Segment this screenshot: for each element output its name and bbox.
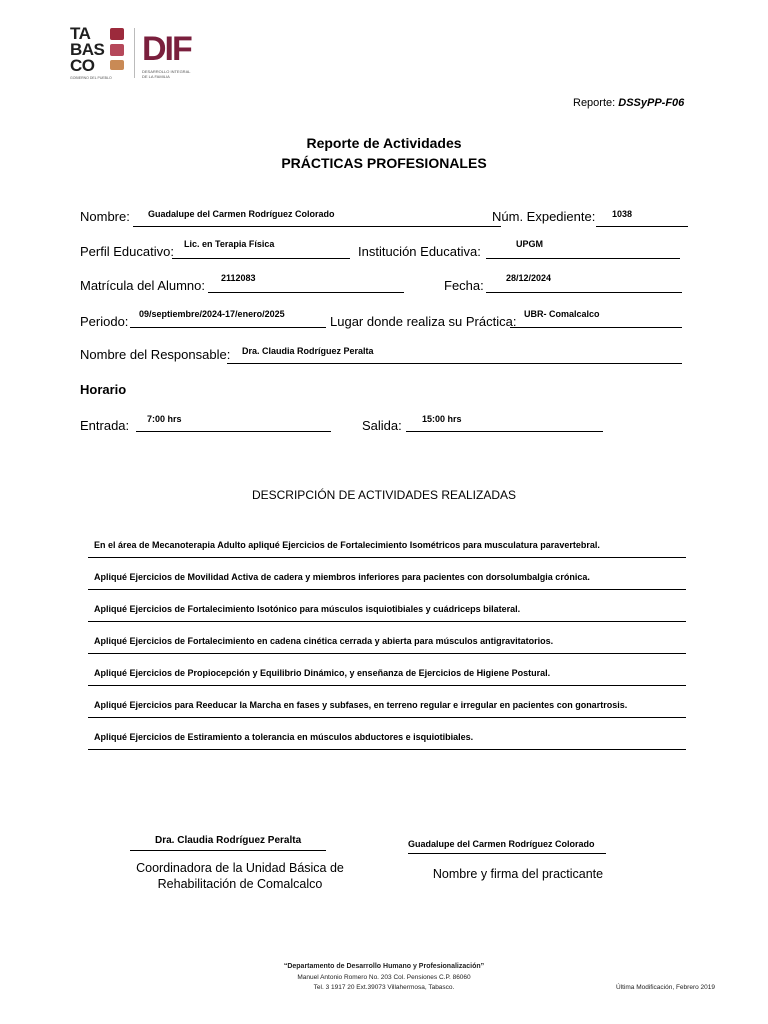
reporte-label: Reporte: [573,97,616,109]
institucion-value: UPGM [516,239,543,249]
responsable-line [227,363,682,364]
tabasco-logo-line1: TA [70,24,91,43]
matricula-line [208,292,404,293]
periodo-line [130,327,326,328]
practicante-firma-line [408,853,606,854]
institucion-line [486,258,680,259]
nombre-value: Guadalupe del Carmen Rodríguez Colorado [148,209,335,219]
lugar-value: UBR- Comalcalco [524,309,600,319]
coordinadora-cargo-line2: Rehabilitación de Comalcalco [157,877,323,891]
fecha-label: Fecha: [444,278,484,293]
logo-divider [134,28,135,78]
periodo-value: 09/septiembre/2024-17/enero/2025 [139,309,285,319]
actividad-item: Apliqué Ejercicios de Fortalecimiento en cadena cinética cerrada y abierta para músculos antigravitatorios. [88,632,686,654]
coordinadora-nombre: Dra. Claudia Rodríguez Peralta [155,835,302,846]
actividad-item: En el área de Mecanoterapia Adulto apliqué Ejercicios de Fortalecimiento Isométricos para musculatura paravertebral. [88,536,686,558]
salida-line [406,431,603,432]
practicante-nombre: Guadalupe del Carmen Rodríguez Colorado [408,839,595,849]
institucion-label: Institución Educativa: [358,244,481,259]
reporte-code [573,97,684,109]
coordinadora-firma-line [130,850,326,851]
tabasco-logo-line2: BAS [70,40,105,59]
footer-direccion: Manuel Antonio Romero No. 203 Col. Pensiones C.P. 86060 [297,974,471,981]
actividad-item: Apliqué Ejercicios de Propiocepción y Equilibrio Dinámico, y enseñanza de Ejercicios de Higiene Postural. [88,664,686,686]
entrada-value: 7:00 hrs [147,414,182,424]
lugar-line [510,327,682,328]
actividad-item: Apliqué Ejercicios de Fortalecimiento Isotónico para músculos isquiotibiales y cuádriceps bilateral. [88,600,686,622]
actividades-title: DESCRIPCIÓN DE ACTIVIDADES REALIZADAS [251,488,517,502]
responsable-label: Nombre del Responsable: [80,347,231,362]
entrada-label: Entrada: [80,418,130,433]
reporte-code-value: DSSyPP-F06 [618,97,685,109]
fecha-value: 28/12/2024 [506,273,552,283]
perfil-line [172,258,350,259]
responsable-value: Dra. Claudia Rodríguez Peralta [242,346,374,356]
dif-logo-text: DIF [142,30,191,68]
salida-label: Salida: [362,418,402,433]
expediente-value: 1038 [612,209,633,219]
fecha-line [486,292,682,293]
nombre-line [133,226,501,227]
matricula-label: Matrícula del Alumno: [80,278,206,293]
perfil-label: Perfil Educativo: [80,244,174,259]
dif-logo [142,30,202,78]
actividad-item: Apliqué Ejercicios para Reeducar la Marcha en fases y subfases, en terreno regular e irregular en pacientes con gonartrosis. [88,696,686,718]
footer-departamento: “Departamento de Desarrollo Humano y Profesionalización” [283,963,485,970]
coordinadora-cargo [110,860,370,892]
tabasco-logo [70,26,130,84]
coordinadora-cargo-line1: Coordinadora de la Unidad Básica de [136,861,344,875]
actividad-item: Apliqué Ejercicios de Movilidad Activa de cadera y miembros inferiores para pacientes con dorsolumbalgia crónica. [88,568,686,590]
matricula-value: 2112083 [221,273,256,283]
periodo-label: Periodo: [80,314,129,329]
practicante-cargo: Nombre y firma del practicante [432,867,604,881]
tabasco-logo-sub: GOBIERNO DEL PUEBLO [70,76,112,80]
actividad-item: Apliqué Ejercicios de Estiramiento a tolerancia en músculos abductores e isquiotibiales. [88,728,686,750]
page-subtitle: PRÁCTICAS PROFESIONALES [281,155,487,171]
page-title: Reporte de Actividades [306,135,462,151]
horario-title: Horario [80,382,127,397]
salida-value: 15:00 hrs [422,414,462,424]
footer-telefono: Tel. 3 1917 20 Ext.39073 Villahermosa, Tabasco. [313,984,455,991]
tabasco-logo-line3: CO [70,56,95,75]
dif-logo-sub: DESARROLLO INTEGRAL DE LA FAMILIA [142,69,191,79]
perfil-value: Lic. en Terapia Física [184,239,275,249]
expediente-label: Núm. Expediente: [492,209,596,224]
ultima-modificacion: Última Modificación, Febrero 2019 [616,984,715,991]
entrada-line [136,431,331,432]
expediente-line [596,226,688,227]
tabasco-seal-icon [110,28,124,72]
lugar-label: Lugar donde realiza su Práctica: [330,314,517,329]
nombre-label: Nombre: [80,209,130,224]
